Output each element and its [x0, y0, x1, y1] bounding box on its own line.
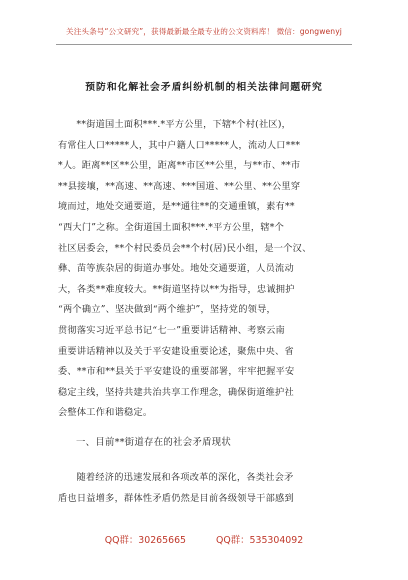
header-divider [56, 44, 352, 45]
paragraph-line: 随着经济的迅速发展和各项改革的深化，各类社会矛 [76, 472, 294, 483]
paragraph-line: **县接壤，**高速、**高速、***国道、**公里、**公里穿 [58, 180, 301, 192]
paragraph-line: 社区居委会，**个村民委员会**个村(居)民小组，是一个汉、 [58, 242, 312, 254]
paragraph-line: 有常住人口*****人，其中户籍人口*****人，流动人口*** [58, 139, 301, 151]
paragraph-line: 彝、苗等族杂居的街道办事处。地处交通要道，人员流动 [58, 263, 294, 275]
footer-qq-group-2: QQ群：535304092 [216, 535, 304, 546]
footer-qq-group-1: QQ群：30265665 [104, 535, 187, 546]
paragraph-line: “两个确立”、坚决做到“两个维护”，坚持党的领导， [58, 304, 276, 316]
paragraph-line: *人。距离**区**公里，距离**市区**公里，与**市、**市 [58, 160, 301, 172]
paragraph-line: 委、**市和**县关于平安建设的重要部署，牢牢把握平安 [58, 366, 295, 378]
paragraph-line: **街道国土面积***.*平方公里，下辖*个村(社区)， [76, 119, 292, 130]
paragraph-line: 重要讲话精神以及关于平安建设重要论述，聚焦中央、省 [58, 345, 294, 357]
paragraph-line: 盾也日益增多，群体性矛盾仍然是目前各级领导干部感到 [58, 492, 294, 504]
paragraph-line: “西大门”之称。全街道国土面积***.*平方公里，辖*个 [58, 221, 285, 233]
paragraph-2 [58, 468, 350, 509]
header-banner: 关注头条号“公文研究”，获得最新最全最专业的公文资料库！ 微信：gongwenyj [66, 27, 342, 36]
footer-qq-groups [0, 532, 408, 546]
paragraph-line: 大，各类**难度较大。**街道坚持以**为指导，忠诚拥护 [58, 283, 295, 295]
paragraph-line: 稳定主线，坚持共建共治共享工作理念，确保街道维护社 [58, 386, 294, 398]
section-heading: 一、目前**街道存在的社会矛盾现状 [76, 437, 232, 448]
document-title: 预防和化解社会矛盾纠纷机制的相关法律问题研究 [85, 82, 323, 93]
paragraph-1 [58, 115, 350, 424]
paragraph-line: 会整体工作和谐稳定。 [58, 407, 153, 419]
paragraph-line: 境而过，地处交通要道，是**通往**的交通重镇，素有** [58, 201, 295, 213]
paragraph-line: 贯彻落实习近平总书记“七一”重要讲话精神、考察云南 [58, 324, 285, 336]
